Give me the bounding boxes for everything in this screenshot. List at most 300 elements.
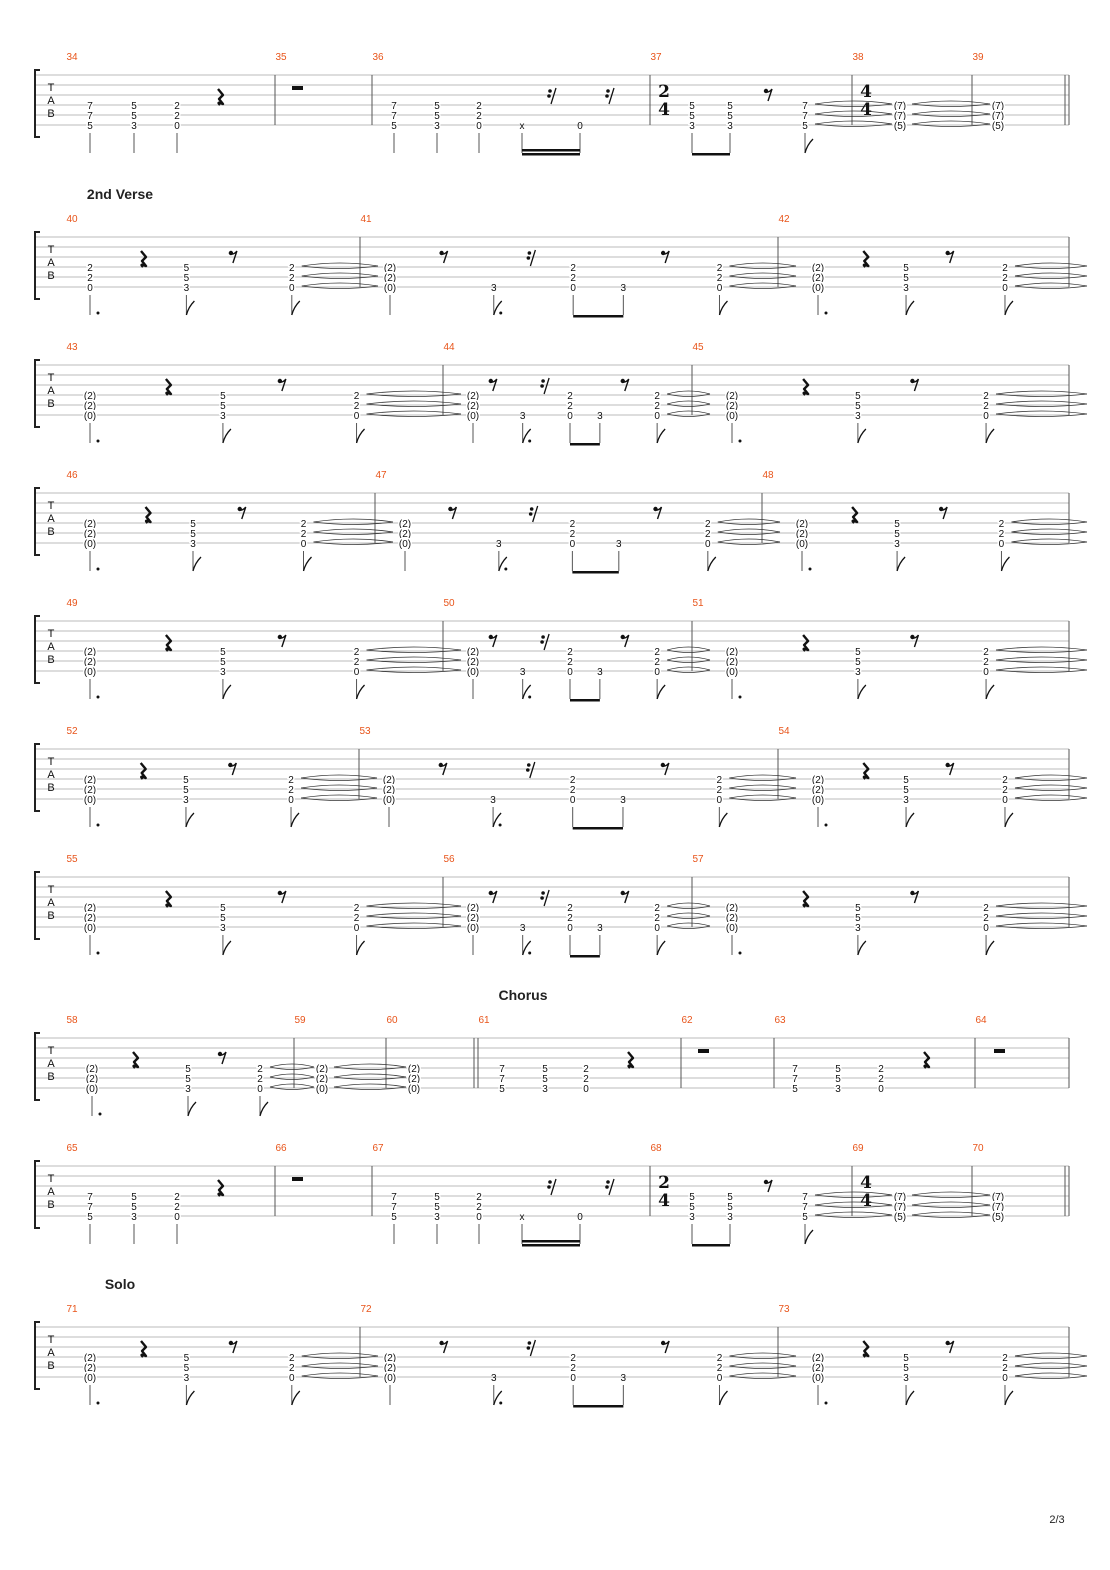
fret-number: 2 bbox=[705, 529, 711, 540]
fret-number: 5 bbox=[87, 121, 93, 132]
fret-number: 5 bbox=[903, 775, 909, 786]
fret-number: 5 bbox=[542, 1074, 548, 1085]
measure-number: 60 bbox=[386, 1015, 398, 1026]
tie-arc bbox=[996, 391, 1087, 394]
tie-arc bbox=[667, 657, 710, 660]
fret-number: (5) bbox=[991, 1212, 1005, 1223]
tab-letter-b: B bbox=[47, 782, 55, 794]
fret-number: 5 bbox=[903, 263, 909, 274]
staff-system bbox=[35, 1276, 1087, 1408]
tie-arc bbox=[301, 785, 377, 788]
tie-arc bbox=[1015, 1373, 1087, 1376]
system-bracket bbox=[35, 360, 40, 427]
fret-number: (2) bbox=[383, 1363, 397, 1374]
sixteenth-rest-dot bbox=[605, 1185, 609, 1189]
quarter-rest bbox=[133, 1052, 138, 1068]
note-flag bbox=[906, 813, 914, 827]
fret-number: 5 bbox=[903, 785, 909, 796]
sixteenth-rest-stem bbox=[551, 1179, 556, 1195]
beam bbox=[522, 149, 580, 152]
sixteenth-rest-stem bbox=[530, 250, 535, 266]
sixteenth-rest-dot bbox=[606, 1180, 610, 1184]
fret-number: (2) bbox=[407, 1074, 421, 1085]
fret-number: 2 bbox=[353, 647, 360, 658]
half-rest bbox=[698, 1049, 709, 1053]
fret-number: 5 bbox=[434, 101, 440, 112]
sixteenth-rest-dot bbox=[529, 512, 533, 516]
fret-number: (2) bbox=[383, 263, 397, 274]
fret-number: (2) bbox=[466, 401, 480, 412]
tie-arc bbox=[1015, 263, 1087, 266]
fret-number: 3 bbox=[597, 411, 603, 422]
fret-number: 2 bbox=[654, 401, 660, 412]
fret-number: 0 bbox=[353, 411, 360, 422]
measure-number: 36 bbox=[372, 52, 384, 63]
fret-number: 3 bbox=[490, 1373, 497, 1384]
fret-number: 7 bbox=[87, 1192, 93, 1203]
note-flag bbox=[986, 429, 994, 443]
quarter-rest bbox=[803, 635, 808, 651]
fret-number: 2 bbox=[353, 401, 360, 412]
fret-number: 7 bbox=[391, 1202, 397, 1213]
fret-number: 3 bbox=[727, 121, 733, 132]
fret-number: (2) bbox=[725, 913, 739, 924]
tie-arc bbox=[815, 121, 892, 124]
quarter-rest bbox=[803, 891, 808, 907]
fret-number: 7 bbox=[792, 1074, 798, 1085]
fret-number: 3 bbox=[220, 923, 226, 934]
tie-arc bbox=[1011, 519, 1087, 522]
staff-system bbox=[35, 854, 1087, 958]
tie-arc bbox=[367, 411, 461, 414]
fret-number: 7 bbox=[802, 111, 808, 122]
fret-number: 5 bbox=[183, 775, 189, 786]
beam bbox=[573, 827, 623, 830]
tab-letter-b: B bbox=[47, 1199, 55, 1211]
tie-arc bbox=[367, 667, 461, 670]
fret-number: 5 bbox=[434, 1192, 440, 1203]
note-flag bbox=[906, 301, 914, 315]
fret-number: 7 bbox=[87, 111, 93, 122]
note-flag bbox=[357, 685, 365, 699]
tie-arc bbox=[729, 273, 796, 276]
sixteenth-rest-stem bbox=[609, 1179, 614, 1195]
fret-number: 2 bbox=[1002, 263, 1008, 274]
quarter-rest bbox=[141, 251, 146, 267]
tab-letter-t: T bbox=[47, 628, 55, 640]
fret-number: 3 bbox=[434, 1212, 440, 1223]
beam bbox=[522, 1244, 580, 1247]
fret-number: 2 bbox=[476, 111, 482, 122]
fret-number: 2 bbox=[300, 529, 307, 540]
fret-number: 5 bbox=[903, 273, 909, 284]
tab-letter-b: B bbox=[47, 910, 55, 922]
fret-number: 0 bbox=[87, 283, 93, 294]
tab-letter-t: T bbox=[47, 1173, 55, 1185]
time-signature-top: 2 bbox=[658, 82, 670, 102]
beam bbox=[572, 571, 618, 574]
tie-arc bbox=[718, 539, 780, 542]
tab-letter-a: A bbox=[47, 897, 55, 909]
dot bbox=[528, 952, 531, 955]
tie-arc bbox=[302, 283, 378, 286]
fret-number: (2) bbox=[83, 785, 97, 796]
note-flag bbox=[858, 429, 866, 443]
tab-letter-a: A bbox=[47, 513, 55, 525]
tie-arc bbox=[367, 647, 461, 650]
measure-number: 72 bbox=[360, 1304, 372, 1315]
fret-number: (0) bbox=[398, 539, 412, 550]
fret-number: 5 bbox=[689, 111, 695, 122]
fret-number: 2 bbox=[998, 519, 1005, 530]
measure-number: 54 bbox=[778, 726, 790, 737]
fret-number: 3 bbox=[597, 923, 603, 934]
fret-number: 7 bbox=[391, 111, 397, 122]
fret-number: 3 bbox=[620, 1373, 627, 1384]
measure-number: 73 bbox=[778, 1304, 790, 1315]
fret-number: 0 bbox=[1002, 795, 1008, 806]
time-signature-bottom: 4 bbox=[658, 1191, 670, 1211]
sixteenth-rest-dot bbox=[530, 507, 534, 511]
measure-number: 42 bbox=[778, 214, 790, 225]
fret-number: (5) bbox=[893, 121, 907, 132]
fret-number: 0 bbox=[567, 667, 573, 678]
tie-arc bbox=[912, 101, 990, 104]
note-flag bbox=[260, 1102, 268, 1116]
fret-number: (2) bbox=[382, 785, 396, 796]
note-flag bbox=[292, 301, 300, 315]
fret-number: 0 bbox=[716, 1373, 723, 1384]
time-signature-top: 4 bbox=[860, 1173, 872, 1193]
fret-number: 3 bbox=[185, 1084, 191, 1095]
fret-number: (2) bbox=[795, 529, 809, 540]
fret-number: 5 bbox=[727, 1192, 733, 1203]
fret-number: 2 bbox=[878, 1074, 884, 1085]
fret-number: (2) bbox=[725, 391, 739, 402]
tie-arc bbox=[667, 411, 710, 414]
fret-number: (0) bbox=[83, 411, 97, 422]
fret-number: 2 bbox=[288, 775, 294, 786]
fret-number: (0) bbox=[811, 1373, 825, 1384]
tie-arc bbox=[367, 923, 461, 926]
tie-arc bbox=[302, 273, 378, 276]
tab-letter-b: B bbox=[47, 398, 55, 410]
fret-number: (0) bbox=[85, 1084, 99, 1095]
fret-number: 3 bbox=[190, 539, 196, 550]
fret-number: 0 bbox=[998, 539, 1005, 550]
fret-number: 2 bbox=[570, 263, 576, 274]
tie-arc bbox=[314, 519, 394, 522]
tab-letter-b: B bbox=[47, 654, 55, 666]
half-rest bbox=[292, 86, 303, 90]
tab-letter-a: A bbox=[47, 641, 55, 653]
fret-number: 3 bbox=[855, 667, 861, 678]
sixteenth-rest-dot bbox=[548, 89, 552, 93]
tab-letter-a: A bbox=[47, 769, 55, 781]
fret-number: 5 bbox=[220, 647, 226, 658]
system-bracket bbox=[35, 1161, 40, 1228]
fret-number: 2 bbox=[567, 913, 573, 924]
quarter-rest bbox=[166, 891, 171, 907]
fret-number: 3 bbox=[689, 1212, 695, 1223]
time-signature-bottom: 4 bbox=[658, 100, 670, 120]
fret-number: 7 bbox=[499, 1074, 505, 1085]
fret-number: 2 bbox=[716, 1353, 723, 1364]
fret-number: (0) bbox=[382, 795, 396, 806]
fret-number: 2 bbox=[289, 1363, 295, 1374]
fret-number: 2 bbox=[716, 785, 723, 796]
tie-arc bbox=[367, 903, 461, 906]
note-flag bbox=[657, 941, 665, 955]
measure-number: 62 bbox=[681, 1015, 693, 1026]
fret-number: 5 bbox=[131, 101, 137, 112]
tab-letter-t: T bbox=[47, 1334, 55, 1346]
fret-number: 2 bbox=[289, 1353, 295, 1364]
fret-number: 5 bbox=[87, 1212, 93, 1223]
quarter-rest bbox=[218, 1180, 223, 1196]
fret-number: 0 bbox=[476, 1212, 482, 1223]
tie-arc bbox=[729, 1373, 796, 1376]
staff-system bbox=[35, 470, 1087, 574]
fret-number: 2 bbox=[570, 273, 576, 284]
tab-letter-b: B bbox=[47, 108, 55, 120]
tie-arc bbox=[667, 391, 710, 394]
measure-number: 43 bbox=[66, 342, 78, 353]
note-flag bbox=[357, 941, 365, 955]
sixteenth-rest-dot bbox=[527, 763, 531, 767]
fret-number: (0) bbox=[83, 795, 97, 806]
measure-number: 46 bbox=[66, 470, 78, 481]
fret-number: (2) bbox=[795, 519, 809, 530]
fret-number: 0 bbox=[567, 411, 573, 422]
section-label: 2nd Verse bbox=[86, 186, 154, 202]
tie-arc bbox=[1011, 529, 1087, 532]
note-flag bbox=[657, 685, 665, 699]
fret-number: (2) bbox=[83, 903, 97, 914]
fret-number: (2) bbox=[725, 401, 739, 412]
fret-number: (2) bbox=[398, 519, 412, 530]
tie-arc bbox=[912, 111, 990, 114]
measure-number: 47 bbox=[375, 470, 387, 481]
fret-number: 2 bbox=[654, 903, 660, 914]
fret-number: 2 bbox=[569, 519, 576, 530]
dot bbox=[739, 440, 742, 443]
measure-number: 44 bbox=[443, 342, 455, 353]
fret-number: (7) bbox=[893, 1202, 907, 1213]
staff-system bbox=[35, 186, 1087, 318]
fret-number: 0 bbox=[983, 923, 989, 934]
tie-arc bbox=[270, 1074, 314, 1077]
tab-letter-a: A bbox=[47, 1058, 55, 1070]
measure-number: 40 bbox=[66, 214, 78, 225]
fret-number: 0 bbox=[878, 1084, 884, 1095]
sixteenth-rest-stem bbox=[551, 88, 556, 104]
beam bbox=[570, 443, 600, 446]
fret-number: (2) bbox=[83, 1363, 97, 1374]
fret-number: 3 bbox=[131, 121, 137, 132]
sixteenth-rest-dot bbox=[541, 891, 545, 895]
measure-number: 70 bbox=[972, 1143, 984, 1154]
dot bbox=[825, 824, 828, 827]
beam bbox=[522, 153, 580, 156]
note-flag bbox=[186, 1391, 194, 1405]
half-rest bbox=[292, 1177, 303, 1181]
fret-number: 5 bbox=[183, 263, 190, 274]
fret-number: 5 bbox=[434, 111, 440, 122]
tie-arc bbox=[912, 1212, 990, 1215]
fret-number: 3 bbox=[894, 539, 900, 550]
tie-arc bbox=[996, 401, 1087, 404]
fret-number: 2 bbox=[569, 785, 576, 796]
fret-number: (2) bbox=[85, 1074, 99, 1085]
fret-number: 2 bbox=[567, 391, 573, 402]
note-flag bbox=[657, 429, 665, 443]
fret-number: 0 bbox=[705, 539, 711, 550]
fret-number: (2) bbox=[725, 647, 739, 658]
beam bbox=[573, 1405, 623, 1408]
tie-arc bbox=[667, 903, 710, 906]
fret-number: 2 bbox=[567, 647, 573, 658]
note-flag bbox=[805, 1230, 813, 1244]
quarter-rest bbox=[924, 1052, 929, 1068]
sixteenth-rest-dot bbox=[528, 1341, 532, 1345]
dot bbox=[97, 952, 100, 955]
tab-letter-t: T bbox=[47, 500, 55, 512]
fret-number: 3 bbox=[519, 923, 526, 934]
fret-number: 5 bbox=[727, 111, 733, 122]
beam bbox=[570, 699, 600, 702]
fret-number: 3 bbox=[434, 121, 440, 132]
fret-number: (2) bbox=[83, 401, 97, 412]
system-bracket bbox=[35, 744, 40, 811]
dot bbox=[739, 696, 742, 699]
note-flag bbox=[188, 1102, 196, 1116]
sixteenth-rest-dot bbox=[540, 640, 544, 644]
fret-number: (2) bbox=[466, 647, 480, 658]
fret-number: 5 bbox=[131, 111, 137, 122]
fret-number: (0) bbox=[83, 539, 97, 550]
dot bbox=[528, 440, 531, 443]
fret-number: 7 bbox=[499, 1064, 505, 1075]
fret-number: 0 bbox=[1002, 283, 1008, 294]
staff-system bbox=[35, 987, 1069, 1116]
sixteenth-rest-dot bbox=[526, 768, 530, 772]
tie-arc bbox=[314, 529, 394, 532]
fret-number: 5 bbox=[183, 785, 189, 796]
fret-number: 2 bbox=[288, 785, 294, 796]
dead-note: x bbox=[519, 1212, 525, 1223]
fret-number: 3 bbox=[855, 923, 861, 934]
sixteenth-rest-dot bbox=[547, 94, 551, 98]
fret-number: 0 bbox=[289, 1373, 295, 1384]
dot bbox=[504, 568, 507, 571]
fret-number: (0) bbox=[466, 411, 480, 422]
dot bbox=[97, 568, 100, 571]
tie-arc bbox=[1015, 1363, 1087, 1366]
fret-number: 5 bbox=[391, 1212, 397, 1223]
tie-arc bbox=[996, 667, 1087, 670]
fret-number: (2) bbox=[398, 529, 412, 540]
fret-number: (2) bbox=[811, 785, 825, 796]
fret-number: (2) bbox=[85, 1064, 99, 1075]
fret-number: 5 bbox=[190, 519, 196, 530]
fret-number: 3 bbox=[542, 1084, 548, 1095]
section-label: Chorus bbox=[498, 987, 548, 1003]
fret-number: 0 bbox=[567, 923, 573, 934]
fret-number: 2 bbox=[476, 1192, 482, 1203]
fret-number: 2 bbox=[353, 657, 360, 668]
time-signature-bottom: 4 bbox=[860, 1191, 872, 1211]
fret-number: 2 bbox=[567, 401, 573, 412]
fret-number: 2 bbox=[654, 913, 660, 924]
sixteenth-rest-stem bbox=[544, 378, 549, 394]
measure-number: 71 bbox=[66, 1304, 78, 1315]
fret-number: 0 bbox=[654, 667, 660, 678]
note-flag bbox=[708, 557, 716, 571]
fret-number: 5 bbox=[220, 657, 226, 668]
fret-number: (2) bbox=[383, 273, 397, 284]
sixteenth-rest-dot bbox=[540, 896, 544, 900]
fret-number: 2 bbox=[569, 529, 576, 540]
fret-number: (2) bbox=[811, 1353, 825, 1364]
measure-number: 63 bbox=[774, 1015, 786, 1026]
fret-number: 5 bbox=[835, 1064, 841, 1075]
quarter-rest bbox=[166, 379, 171, 395]
quarter-rest bbox=[218, 89, 223, 105]
tie-arc bbox=[667, 647, 710, 650]
fret-number: 7 bbox=[391, 101, 397, 112]
fret-number: (0) bbox=[725, 411, 739, 422]
note-flag bbox=[1001, 557, 1009, 571]
measure-number: 61 bbox=[478, 1015, 490, 1026]
fret-number: 5 bbox=[855, 913, 861, 924]
tab-letter-b: B bbox=[47, 526, 55, 538]
measure-number: 56 bbox=[443, 854, 455, 865]
fret-number: 2 bbox=[878, 1064, 884, 1075]
measure-number: 52 bbox=[66, 726, 78, 737]
fret-number: 7 bbox=[391, 1192, 397, 1203]
fret-number: 2 bbox=[289, 273, 295, 284]
fret-number: (0) bbox=[83, 1373, 97, 1384]
fret-number: 2 bbox=[583, 1064, 589, 1075]
fret-number: 2 bbox=[983, 913, 989, 924]
fret-number: 0 bbox=[353, 923, 360, 934]
quarter-rest bbox=[863, 763, 868, 779]
tab-letter-t: T bbox=[47, 756, 55, 768]
measure-number: 68 bbox=[650, 1143, 662, 1154]
fret-number: (0) bbox=[83, 923, 97, 934]
staff-system bbox=[35, 342, 1087, 446]
fret-number: 3 bbox=[727, 1212, 733, 1223]
quarter-rest bbox=[628, 1052, 633, 1068]
beam bbox=[573, 315, 623, 318]
measure-number: 69 bbox=[852, 1143, 864, 1154]
fret-number: 2 bbox=[476, 1202, 482, 1213]
measure-number: 48 bbox=[762, 470, 774, 481]
fret-number: (7) bbox=[991, 1192, 1005, 1203]
system-bracket bbox=[35, 488, 40, 555]
fret-number: (2) bbox=[466, 391, 480, 402]
fret-number: 0 bbox=[174, 1212, 180, 1223]
fret-number: 0 bbox=[353, 667, 360, 678]
tie-arc bbox=[815, 1202, 892, 1205]
fret-number: (2) bbox=[83, 913, 97, 924]
fret-number: (2) bbox=[83, 529, 97, 540]
tie-arc bbox=[996, 913, 1087, 916]
fret-number: 3 bbox=[519, 411, 526, 422]
fret-number: (2) bbox=[315, 1074, 329, 1085]
fret-number: 3 bbox=[903, 283, 909, 294]
